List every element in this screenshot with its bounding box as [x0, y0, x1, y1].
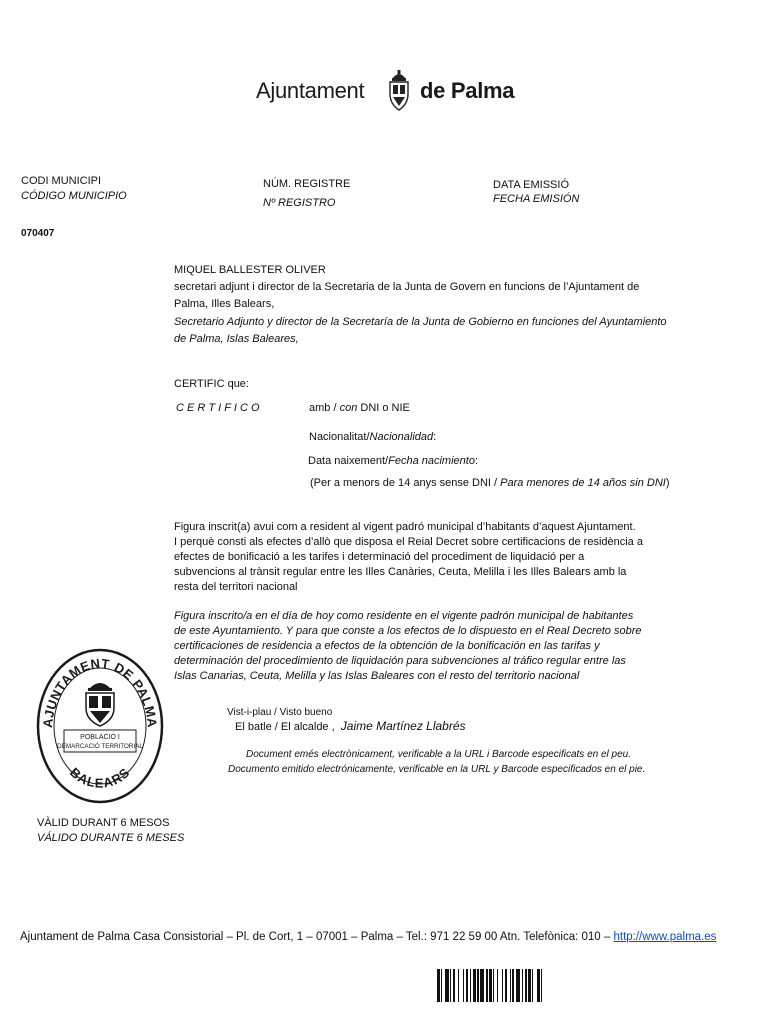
dni-line: amb / con DNI o NIE [309, 402, 410, 414]
municipal-seal-stamp [36, 648, 164, 804]
barcode-bar [450, 969, 451, 1002]
barcode-bar [445, 969, 449, 1002]
body-ca-line1: Figura inscrit(a) avui com a resident al vigent padró municipal d’habitants d’aquest Ajuntament. [174, 521, 636, 533]
barcode-bar [463, 969, 464, 1002]
registre-label-es: Nº REGISTRO [263, 197, 336, 209]
barcode-bar [522, 969, 523, 1002]
data-emissio-label-ca: DATA EMISSIÓ [493, 179, 569, 191]
barcode-bar [470, 969, 471, 1002]
barcode-bar [516, 969, 520, 1002]
body-es-line2: de este Ayuntamiento. Y para que conste a los efectos de lo dispuesto en el Real Decreto sobre [174, 625, 642, 637]
barcode-bar [510, 969, 511, 1002]
municipal-crest-icon [384, 68, 414, 112]
barcode-bar [525, 969, 526, 1002]
validity-es: VÁLIDO DURANTE 6 MESES [37, 832, 185, 844]
footer-address: Ajuntament de Palma Casa Consistorial – Pl. de Cort, 1 – 07001 – Palma – Tel.: 971 22 59 00 Atn. Telefònica: 010 – http://www.palma.es [20, 931, 717, 943]
electronic-note-es: Documento emitido electrónicamente, verificable en la URL y Barcode especificados en el pie. [228, 764, 646, 775]
barcode-bar [493, 969, 494, 1002]
signatory-role-ca-line1: secretari adjunt i director de la Secretaria de la Junta de Govern en funcions de l’Ajuntament de [174, 281, 640, 293]
codi-municipi-label-ca: CODI MUNICIPI [21, 175, 102, 187]
body-es-line4: determinación del procedimiento de liquidación para subvenciones al tráfico regular entre las [174, 655, 626, 667]
stamp-bottom-text: BALEARS [66, 764, 134, 791]
nationality-line: Nacionalitat/Nacionalidad: [309, 431, 437, 443]
data-emissio-label-es: FECHA EMISIÓN [493, 193, 580, 205]
logo-text-ajuntament: Ajuntament [256, 78, 365, 103]
barcode-bar [453, 969, 456, 1002]
birth-date-line: Data naixement/Fecha nacimiento: [308, 455, 478, 467]
barcode-bar [532, 969, 533, 1002]
barcode-bar [458, 969, 459, 1002]
vist-i-plau: Vist-i-plau / Visto bueno [227, 707, 333, 718]
registre-label-ca: NÚM. REGISTRE [263, 178, 351, 190]
validity-ca: VÀLID DURANT 6 MESOS [37, 817, 170, 829]
body-ca-line3: efectes de bonificació a les tarifes i determinació del procediment de liquidació per a [174, 551, 585, 563]
codi-municipi-value: 070407 [21, 228, 55, 239]
signatory-role-ca-line2: Palma, Illes Balears, [174, 298, 275, 310]
barcode-bar [497, 969, 498, 1002]
barcode-bar [541, 969, 542, 1002]
barcode-bar [473, 969, 476, 1002]
certifico-es: C E R T I F I C O [176, 402, 260, 414]
barcode-bar [489, 969, 492, 1002]
stamp-crest-icon [86, 683, 114, 726]
barcode-bar [502, 969, 503, 1002]
codi-municipi-label-es: CÓDIGO MUNICIPIO [21, 190, 127, 202]
body-es-line5: Islas Canarias, Ceuta, Melilla y las Islas Baleares con el resto del territorio nacional [174, 670, 580, 682]
barcode-bar [486, 969, 487, 1002]
signatory-role-es-line2: de Palma, Islas Baleares, [174, 333, 299, 345]
body-es-line1: Figura inscrito/a en el día de hoy como residente en el vigente padrón municipal de habitantes [174, 610, 634, 622]
body-es-line3: certificaciones de residencia a efectos de la obtención de la bonificación en las tarifas y [174, 640, 600, 652]
barcode-bar [505, 969, 508, 1002]
barcode-bar [512, 969, 513, 1002]
barcode-bar [528, 969, 531, 1002]
certific-que-ca: CERTIFIC que: [174, 378, 249, 390]
svg-text:BALEARS [67, 765, 133, 791]
barcode-bar [441, 969, 442, 1002]
signatory-name: MIQUEL BALLESTER OLIVER [174, 264, 326, 276]
logo-text-de-palma: de Palma [420, 78, 515, 103]
verification-barcode [437, 969, 567, 1002]
barcode-bar [437, 969, 440, 1002]
electronic-note-ca: Document emés electrònicament, verificable a la URL i Barcode especificats en el peu. [246, 749, 632, 760]
mayor-name: Jaime Martínez Llabrés [340, 719, 466, 733]
body-ca-line2: I perquè consti als efectes d’allò que disposa el Reial Decret sobre certificacions de residència a [174, 536, 643, 548]
barcode-bar [477, 969, 478, 1002]
barcode-bar [466, 969, 469, 1002]
batle-alcalde-line: El batle / El alcalde , Jaime Martínez Llabrés [235, 719, 466, 733]
body-ca-line5: resta del territori nacional [174, 581, 298, 593]
body-ca-line4: subvencions al trànsit regular entre les Illes Canàries, Ceuta, Melilla i les Illes Balears amb la [174, 566, 627, 578]
barcode-bar [480, 969, 484, 1002]
signatory-role-es-line1: Secretario Adjunto y director de la Secretaría de la Junta de Gobierno en funciones del Ayuntamiento [174, 316, 667, 328]
stamp-top-text: AJUNTAMENT DE PALMA [40, 655, 160, 729]
footer-website-link[interactable]: http://www.palma.es [613, 931, 717, 943]
stamp-inner-line2: DEMARCACIÓ TERRITORIAL [57, 743, 143, 750]
stamp-inner-line1: POBLACIÓ I [80, 734, 120, 741]
barcode-bar [537, 969, 540, 1002]
minor-note-line: (Per a menors de 14 anys sense DNI / Para menores de 14 años sin DNI) [310, 477, 670, 489]
